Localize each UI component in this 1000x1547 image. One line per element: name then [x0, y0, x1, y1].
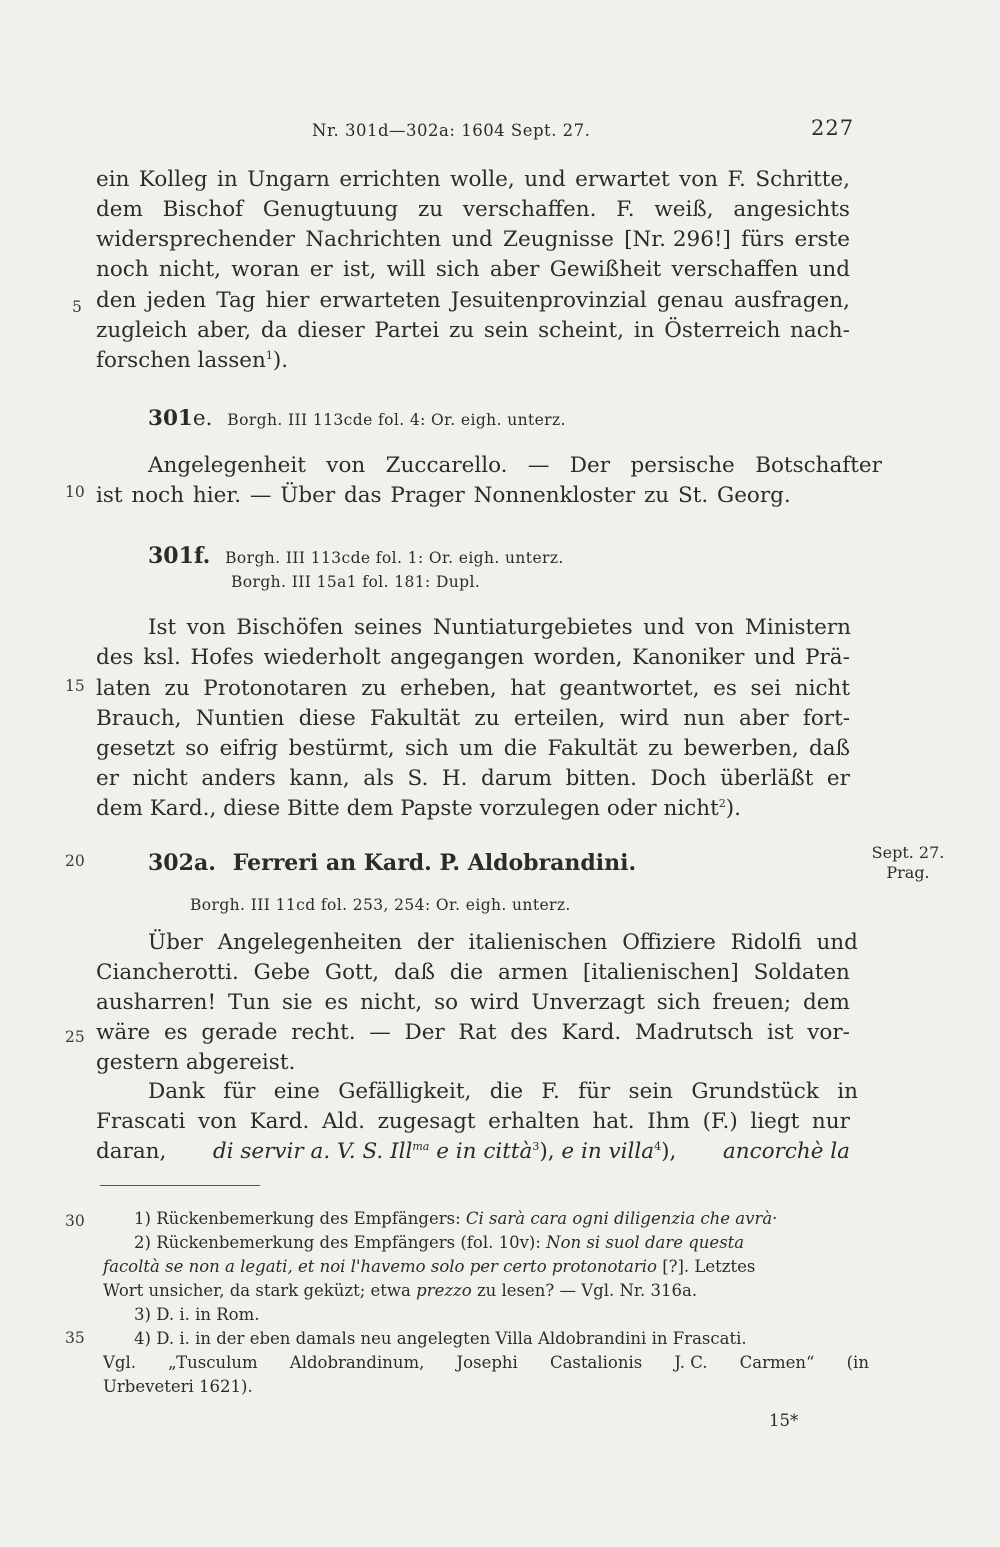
word: für [223, 1079, 256, 1104]
entry-number: 301 [148, 406, 193, 431]
para1-line [96, 165, 850, 195]
word: von [326, 453, 366, 478]
word: anders [201, 766, 276, 791]
word: Aldobrandinum, [289, 1353, 425, 1372]
word: Nachrichten [305, 227, 442, 252]
word: sein [628, 1079, 674, 1104]
word: Kanoniker [632, 645, 745, 670]
word: der [416, 930, 454, 955]
word: ist [766, 1020, 794, 1045]
word: erteilen, [513, 706, 606, 731]
word: Kard. [561, 1020, 622, 1045]
word: bitten. [565, 766, 637, 791]
word: und [524, 167, 566, 192]
para1-line [96, 316, 850, 346]
word: so [185, 736, 210, 761]
word: Tag [216, 288, 256, 313]
word: freuen; [712, 990, 792, 1015]
word: persische [630, 453, 735, 478]
word: des [510, 1020, 548, 1045]
entry-301f-text [96, 734, 850, 764]
word: sei [750, 676, 782, 701]
word: Protonotaren [203, 676, 348, 701]
word: des [96, 645, 134, 670]
word: erwarteten [319, 288, 441, 313]
entry-source: Borgh. III 113cde fol. 4: Or. eigh. unterz. [227, 411, 566, 429]
word: geantwortet, [559, 676, 700, 701]
word: fort- [802, 706, 850, 731]
line-number-5: 5 [72, 298, 82, 316]
word: nur [811, 1109, 850, 1134]
word: verschaffen [671, 257, 799, 282]
word: F. [727, 167, 746, 192]
word: die [449, 960, 484, 985]
word: vor- [807, 1020, 850, 1045]
word: hat. [592, 1109, 635, 1134]
word: noch [96, 257, 149, 282]
entry-302a-text [96, 1018, 850, 1048]
word: scheint, [538, 318, 624, 343]
word: errichten [339, 167, 441, 192]
entry-302a-last-line: daran, di servir a. V. S. Ill$^{ma}$ e in città$^3$), e in villa$^4$), ancorchè la [96, 1139, 850, 1164]
word: Dank [148, 1079, 205, 1104]
word: seines [353, 615, 423, 640]
word: Vgl. [103, 1353, 136, 1372]
word: sich [656, 990, 701, 1015]
word: angegangen [390, 645, 525, 670]
word: Botschafter [755, 453, 882, 478]
word: Nuntiaturgebietes [432, 615, 633, 640]
word: Der [404, 1020, 445, 1045]
place: Prag. [886, 863, 930, 882]
word: dem [96, 197, 143, 222]
word: Tun [228, 990, 271, 1015]
word: angesichts [733, 197, 850, 222]
footnote-ref-4: 4 [654, 1139, 662, 1153]
word: wird [470, 990, 520, 1015]
entry-301e-heading: 301e. Borgh. III 113cde fol. 4: Or. eigh. unterz. [148, 406, 566, 431]
word: ksl. [143, 645, 181, 670]
word: zu [361, 676, 387, 701]
word: in [837, 1079, 858, 1104]
word: Ist [148, 615, 177, 640]
word: und [808, 257, 850, 282]
word: Soldaten [753, 960, 850, 985]
running-title: Nr. 301d—302a: 1604 Sept. 27. [312, 121, 591, 140]
entry-301f-last-line: dem Kard., diese Bitte dem Papste vorzulegen oder nicht$^2$). [96, 796, 741, 821]
para1-line [96, 286, 850, 316]
word: aber, [197, 318, 252, 343]
word: H. [441, 766, 468, 791]
word: und [643, 615, 685, 640]
para1-line [96, 255, 850, 285]
word: ist, [342, 257, 377, 282]
word: kann, [289, 766, 350, 791]
word: hat [510, 676, 546, 701]
word: und [816, 930, 858, 955]
line-number-30: 30 [65, 1212, 85, 1230]
word: laten [96, 676, 151, 701]
footnote-ref-2: 2 [718, 796, 726, 810]
word: Fakultät [369, 706, 461, 731]
word: J. C. [674, 1353, 708, 1372]
word: eifrig [219, 736, 279, 761]
word: in [217, 167, 238, 192]
word: um [459, 736, 494, 761]
word: daß [809, 736, 850, 761]
line-number-25: 25 [65, 1028, 85, 1046]
entry-number: 301 [148, 543, 194, 569]
word: in [633, 318, 655, 343]
word: weiß, [654, 197, 714, 222]
word: er [96, 766, 120, 791]
word: daß [393, 960, 435, 985]
word: da [260, 318, 288, 343]
word: Bischöfen [236, 615, 344, 640]
word: italienischen [468, 930, 608, 955]
footnote-3: 3) D. i. in Rom. [134, 1305, 260, 1324]
word: erhalten [488, 1109, 580, 1134]
word: Hofes [190, 645, 254, 670]
word: nicht [794, 676, 850, 701]
entry-302a-text [148, 928, 858, 958]
word: recht. [291, 1020, 356, 1045]
word: [italienischen] [582, 960, 739, 985]
word: sein [483, 318, 529, 343]
word: ausfragen, [733, 288, 850, 313]
entry-302a-text [96, 958, 850, 988]
footnote-1: 1) Rückenbemerkung des Empfängers: Ci sarà cara ogni diligenzia che avrà· [134, 1209, 778, 1228]
word: Doch [650, 766, 707, 791]
word: Gewißheit [549, 257, 662, 282]
word: Ministern [744, 615, 851, 640]
word: es [324, 990, 349, 1015]
word: Ungarn [247, 167, 330, 192]
entry-301e-text: ist noch hier. — Über das Prager Nonnenkloster zu St. Georg. [96, 483, 791, 508]
footnote-2-cont: Wort unsicher, da stark geküzt; etwa prezzo zu lesen? — Vgl. Nr. 316a. [103, 1281, 698, 1300]
word: von [695, 615, 735, 640]
word: aber [489, 257, 540, 282]
word: zu [448, 318, 475, 343]
word: diese [298, 706, 356, 731]
footnote-4-cont [103, 1351, 869, 1375]
word: Kolleg [138, 167, 208, 192]
date: Sept. 27. [871, 843, 945, 862]
word: zu [474, 706, 500, 731]
word: nicht, [360, 990, 423, 1015]
word: Unverzagt [531, 990, 645, 1015]
word: Angelegenheiten [217, 930, 403, 955]
word: von [186, 615, 226, 640]
word: wolle, [450, 167, 515, 192]
line-number-35: 35 [65, 1329, 85, 1347]
word: Partei [374, 318, 440, 343]
word: Josephi [456, 1353, 518, 1372]
word: — [527, 453, 550, 478]
word: (in [846, 1353, 869, 1372]
word: Brauch, [96, 706, 182, 731]
word: „Tusculum [168, 1353, 258, 1372]
word: die [489, 1079, 524, 1104]
para1-last-line: forschen lassen$^1$). [96, 348, 289, 373]
entry-302a-heading: 302a. Ferreri an Kard. P. Aldobrandini. [148, 850, 637, 876]
word: Gott, [324, 960, 380, 985]
footnote-ref-3: 3 [532, 1139, 540, 1153]
word: er [309, 257, 333, 282]
footnote-4: 4) D. i. in der eben damals neu angelegten Villa Aldobrandini in Frascati. [134, 1329, 747, 1348]
word: bewerben, [683, 736, 799, 761]
word: Madrutsch [634, 1020, 754, 1045]
word: F. [616, 197, 635, 222]
word: zu [164, 676, 190, 701]
signature-mark: 15* [769, 1411, 799, 1430]
word: Frascati [96, 1109, 186, 1134]
word: armen [498, 960, 569, 985]
entry-301f-heading: 301f. Borgh. III 113cde fol. 1: Or. eigh. unterz. [148, 543, 564, 569]
word: woran [231, 257, 300, 282]
line-number-10: 10 [65, 483, 85, 501]
word: Angelegenheit [148, 453, 306, 478]
entry-302a-text [148, 1077, 858, 1107]
word: überläßt [720, 766, 814, 791]
word: verschaffen. [462, 197, 597, 222]
word: — [369, 1020, 391, 1045]
word: jeden [146, 288, 207, 313]
word: Castalionis [549, 1353, 643, 1372]
word: liegt [750, 1109, 800, 1134]
word: für [578, 1079, 611, 1104]
entry-301e-text [148, 451, 882, 481]
word: zu [648, 736, 674, 761]
word: nicht, [158, 257, 221, 282]
entry-source-dupl: Borgh. III 15a1 fol. 181: Dupl. [231, 573, 481, 591]
word: eine [273, 1079, 320, 1104]
footnote-rule [100, 1185, 260, 1186]
word: (F.) [702, 1109, 738, 1134]
word: S. [407, 766, 429, 791]
entry-301f-text [148, 613, 851, 643]
word: sich [404, 736, 449, 761]
word: hier [265, 288, 310, 313]
word: es [713, 676, 737, 701]
word: wird [619, 706, 669, 731]
word: worden, [533, 645, 623, 670]
word: von [198, 1109, 237, 1134]
entry-source: Borgh. III 11cd fol. 253, 254: Or. eigh. unterz. [190, 896, 571, 914]
entry-302a-text: gestern abgereist. [96, 1050, 296, 1075]
word: Über [148, 930, 203, 955]
word: und [754, 645, 796, 670]
word: nun [683, 706, 725, 731]
word: und [451, 227, 493, 252]
word: zugesagt [377, 1109, 476, 1134]
word: von [679, 167, 719, 192]
word: ein [96, 167, 130, 192]
word: so [434, 990, 459, 1015]
word: Nuntien [195, 706, 285, 731]
word: Bischof [162, 197, 244, 222]
word: Genugtuung [262, 197, 399, 222]
footnote-2: 2) Rückenbemerkung des Empfängers (fol. 10v): Non si suol dare questa [134, 1233, 745, 1252]
word: Offiziere [622, 930, 716, 955]
word: erwartet [575, 167, 670, 192]
footnote-4-cont: Urbeveteri 1621). [103, 1377, 253, 1396]
word: Ald. [321, 1109, 365, 1134]
entry-302a-text [96, 988, 850, 1018]
word: erste [794, 227, 850, 252]
entry-302a-text [96, 1107, 850, 1137]
word: zu [417, 197, 444, 222]
word: darum [480, 766, 553, 791]
word: als [363, 766, 394, 791]
word: aber [739, 706, 789, 731]
word: ausharren! [96, 990, 217, 1015]
word: Carmen“ [739, 1353, 815, 1372]
word: Gefälligkeit, [338, 1079, 472, 1104]
word: den [96, 288, 137, 313]
letter-title: Ferreri an Kard. P. Aldobrandini. [232, 850, 637, 876]
word: dem [803, 990, 850, 1015]
word: Schritte, [755, 167, 850, 192]
word: Ridolfi [730, 930, 802, 955]
word: Rat [458, 1020, 497, 1045]
line-number-15: 15 [65, 677, 85, 695]
entry-301f-text [96, 764, 850, 794]
footnote-ref-1: 1 [265, 348, 273, 362]
word: die [503, 736, 538, 761]
word: erheben, [400, 676, 497, 701]
word: nicht [132, 766, 188, 791]
word: gesetzt [96, 736, 175, 761]
word: F. [541, 1079, 560, 1104]
word: gerade [201, 1020, 278, 1045]
word: es [163, 1020, 188, 1045]
para1-line [96, 225, 850, 255]
word: dieser [297, 318, 365, 343]
word: bestürmt, [288, 736, 395, 761]
word: Prä- [805, 645, 850, 670]
word: er [826, 766, 850, 791]
word: genau [656, 288, 724, 313]
word: Kard. [249, 1109, 310, 1134]
word: nach- [790, 318, 850, 343]
word: sie [281, 990, 313, 1015]
word: Gebe [253, 960, 311, 985]
word: widersprechender [96, 227, 296, 252]
word: Ihm [647, 1109, 690, 1134]
entry-301f-text [96, 674, 850, 704]
entry-number: 302 [148, 850, 194, 876]
word: Zuccarello. [385, 453, 508, 478]
word: [Nr. 296!] [624, 227, 731, 252]
word: Der [569, 453, 611, 478]
footnote-2-cont: facoltà se non a legati, et noi l'havemo solo per certo protonotario [?]. Letztes [103, 1257, 756, 1276]
word: Österreich [664, 318, 781, 343]
word: Fakultät [547, 736, 638, 761]
entry-source: Borgh. III 113cde fol. 1: Or. eigh. unterz. [225, 549, 564, 567]
word: Zeugnisse [503, 227, 614, 252]
word: zugleich [96, 318, 188, 343]
marginal-date [858, 843, 958, 883]
line-number-20: 20 [65, 852, 85, 870]
word: Jesuitenprovinzial [450, 288, 647, 313]
page-number: 227 [811, 116, 855, 140]
word: fürs [741, 227, 785, 252]
word: wäre [96, 1020, 151, 1045]
word: will [386, 257, 426, 282]
word: Ciancherotti. [96, 960, 239, 985]
entry-301f-text [96, 643, 850, 673]
word: wiederholt [263, 645, 381, 670]
word: sich [435, 257, 480, 282]
entry-301f-text [96, 704, 850, 734]
para1-line [96, 195, 850, 225]
word: Grundstück [691, 1079, 819, 1104]
